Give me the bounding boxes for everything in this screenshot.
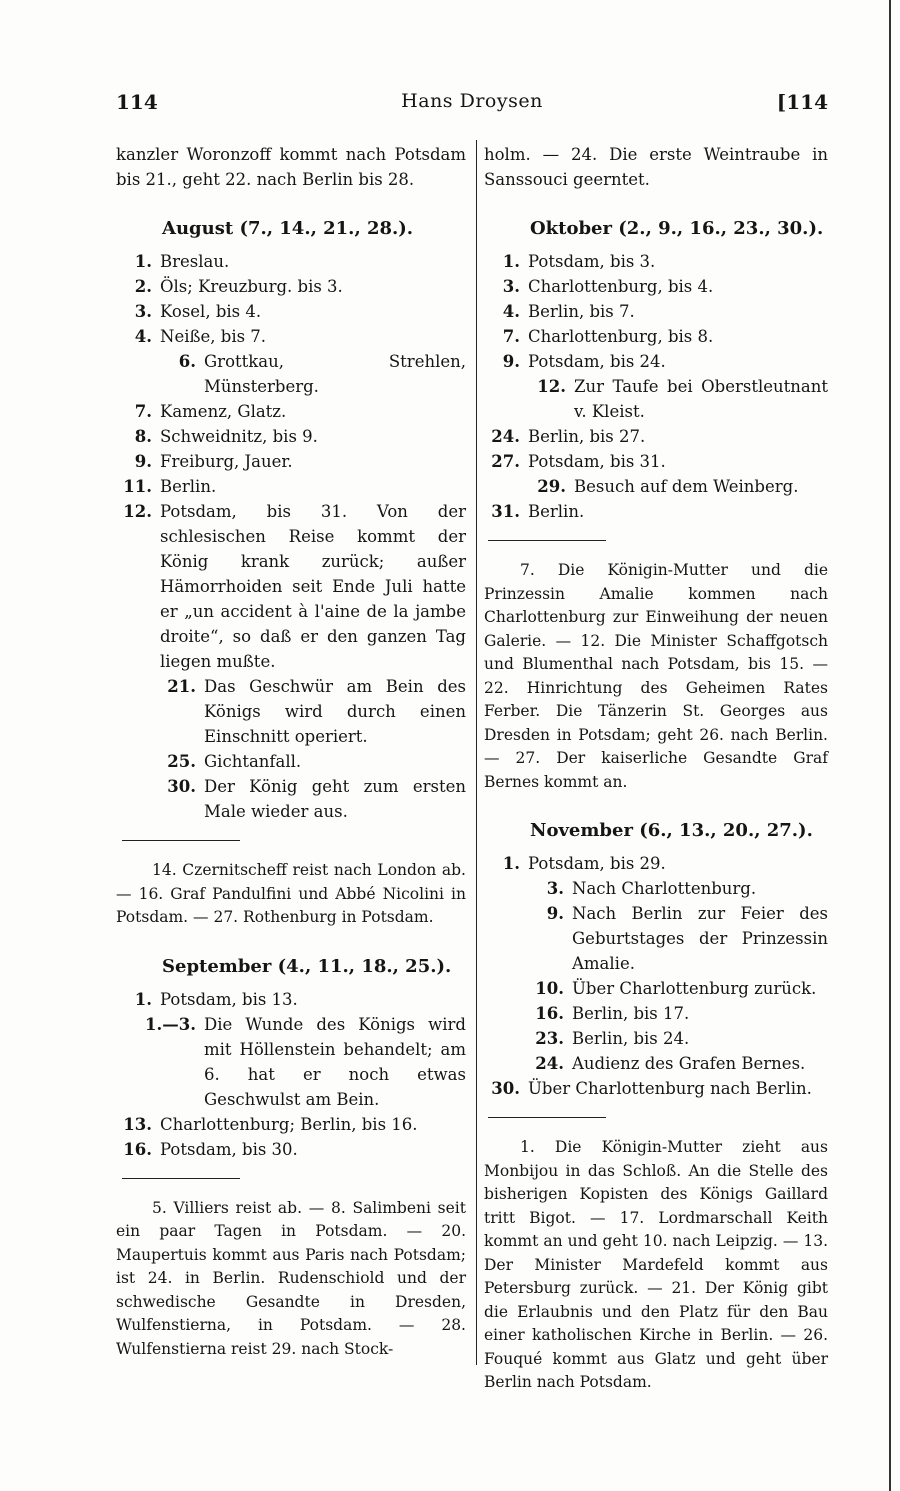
entry-day: 16.: [123, 1139, 152, 1159]
entry-day: 29.: [537, 477, 566, 496]
entry-day: 6.: [178, 352, 196, 371]
itinerary-entry: [484, 851, 828, 876]
entry-day: 10.: [535, 979, 564, 998]
entry-day: 12.: [123, 502, 152, 521]
entry-text: Potsdam, bis 29.: [528, 854, 666, 873]
entry-text: Potsdam, bis 30.: [160, 1139, 298, 1159]
itinerary-subentry: [484, 374, 828, 424]
entry-day: 30.: [491, 1079, 520, 1098]
itinerary-subentry: [116, 1012, 466, 1112]
entry-day: 1.: [502, 252, 520, 271]
left-column: [116, 142, 466, 1361]
entry-text: Schweidnitz, bis 9.: [160, 427, 318, 446]
month-note: 5. Villiers reist ab. — 8. Salimbeni seit ein paar Tagen in Potsdam. — 20. Maupertuis kommt aus Paris nach Potsdam; ist 24. in Berlin. Rudenschiold und der schwedische Gesandte in Dresden, Wulfenstierna, in Potsdam. — 28. Wulfenstierna reist 29. nach Stock-: [116, 1198, 466, 1358]
entry-text: Gichtanfall.: [204, 752, 302, 771]
section-heading-november: November (6., 13., 20., 27.).: [530, 820, 813, 841]
itinerary-entry: [116, 249, 466, 274]
entry-text: Berlin, bis 24.: [572, 1029, 690, 1048]
entry-text: Potsdam, bis 31.: [528, 452, 666, 471]
itinerary-entry: [116, 987, 466, 1012]
entry-text: Die Wunde des Königs wird mit Höllenstein behandelt; am 6. hat er noch etwas Geschwulst am Bein.: [204, 1014, 466, 1109]
itinerary-entry: [484, 274, 828, 299]
itinerary-subentry: [484, 474, 828, 499]
entry-day: 30.: [167, 777, 196, 796]
section-separator: [122, 1178, 240, 1179]
entry-day: 12.: [537, 377, 566, 396]
itinerary-subentry: [116, 674, 466, 749]
entry-day: 23.: [535, 1029, 564, 1048]
intro-paragraph: holm. — 24. Die erste Weintraube in Sanssouci geerntet.: [484, 145, 828, 189]
entry-day: 1.: [502, 854, 520, 873]
entry-text: Charlottenburg, bis 8.: [528, 327, 714, 346]
entry-text: Neiße, bis 7.: [160, 327, 267, 346]
entry-day: 1.: [134, 252, 152, 271]
entry-day: 27.: [491, 452, 520, 471]
entry-day: 2.: [134, 277, 152, 296]
entry-text: Besuch auf dem Weinberg.: [574, 477, 799, 496]
page-edge: [889, 0, 891, 1491]
running-title: Hans Droysen: [401, 90, 543, 112]
entry-text: Das Geschwür am Bein des Königs wird durch einen Einschnitt operiert.: [204, 677, 466, 746]
itinerary-entry: [116, 299, 466, 324]
itinerary-entry: [116, 1137, 466, 1162]
itinerary-entry: [116, 424, 466, 449]
itinerary-subentry: [116, 349, 466, 399]
entry-day: 3.: [134, 302, 152, 321]
entry-text: Kosel, bis 4.: [160, 302, 262, 321]
section-heading-september: September (4., 11., 18., 25.).: [162, 955, 452, 977]
itinerary-entry: [116, 274, 466, 299]
column-divider: [476, 140, 477, 1365]
intro-paragraph: kanzler Woronzoff kommt nach Potsdam bis 21., geht 22. nach Berlin bis 28.: [116, 145, 466, 189]
month-note: 14. Czernitscheff reist nach London ab. — 16. Graf Pandulfini und Abbé Nicolini in Potsdam. — 27. Rothenburg in Potsdam.: [116, 861, 466, 926]
itinerary-entry: [484, 1076, 828, 1101]
entry-text: Freiburg, Jauer.: [160, 452, 293, 471]
entry-day: 16.: [535, 1004, 564, 1023]
entry-day: 24.: [535, 1054, 564, 1073]
entry-text: Berlin, bis 7.: [528, 302, 635, 321]
itinerary-entry: [484, 249, 828, 274]
entry-text: Nach Berlin zur Feier des Geburtstages der Prinzessin Amalie.: [572, 904, 828, 973]
section-separator: [122, 840, 240, 841]
itinerary-subentry: [484, 1051, 828, 1076]
entry-day: 9.: [502, 352, 520, 371]
itinerary-entry: [484, 499, 828, 524]
right-column: [484, 142, 828, 1395]
entry-text: Charlottenburg, bis 4.: [528, 277, 714, 296]
entry-text: Berlin, bis 27.: [528, 427, 646, 446]
entry-day: 13.: [123, 1114, 152, 1134]
itinerary-entry: [116, 1112, 466, 1137]
entry-text: Potsdam, bis 13.: [160, 989, 298, 1009]
entry-text: Über Charlottenburg zurück.: [572, 979, 817, 998]
entry-day: 31.: [491, 502, 520, 521]
itinerary-subentry: [116, 749, 466, 774]
itinerary-subentry: [116, 774, 466, 824]
entry-day: 25.: [167, 752, 196, 771]
section-separator: [488, 540, 606, 541]
itinerary-entry: [484, 449, 828, 474]
entry-text: Potsdam, bis 3.: [528, 252, 656, 271]
entry-text: Zur Taufe bei Oberstleutnant v. Kleist.: [574, 377, 828, 421]
itinerary-entry: [484, 424, 828, 449]
entry-day: 11.: [123, 477, 152, 496]
page-number-left: 114: [116, 90, 158, 114]
entry-text: Berlin, bis 17.: [572, 1004, 690, 1023]
itinerary-entry: [116, 324, 466, 349]
itinerary-entry: [116, 499, 466, 674]
entry-day: 7.: [502, 327, 520, 346]
itinerary-subentry: [484, 876, 828, 901]
entry-day: 3.: [502, 277, 520, 296]
entry-day: 21.: [167, 677, 196, 696]
itinerary-subentry: [484, 1026, 828, 1051]
entry-text: Der König geht zum ersten Male wieder aus.: [204, 777, 466, 821]
itinerary-entry: [116, 474, 466, 499]
entry-text: Grottkau, Strehlen, Münsterberg.: [204, 352, 466, 396]
entry-day: 3.: [546, 879, 564, 898]
month-note: 7. Die Königin-Mutter und die Prinzessin Amalie kommen nach Charlottenburg zur Einweihung der neuen Galerie. — 12. Die Minister Schaffgotsch und Blumenthal nach Potsdam, bis 15. — 22. Hinrichtung des Geheimen Rates Ferber. Die Tänzerin St. Georges aus Dresden in Potsdam; geht 26. nach Berlin. — 27. Der kaiserliche Gesandte Graf Bernes kommt an.: [484, 561, 828, 791]
month-note: 1. Die Königin-Mutter zieht aus Monbijou in das Schloß. An die Stelle des bisherigen Kopisten des Königs Gaillard tritt Bigot. — 17. Lordmarschall Keith kommt an und geht 10. nach Leipzig. — 13. Der Minister Mardefeld kommt aus Petersburg zurück. — 21. Der König gibt die Erlaubnis und den Platz für den Bau einer katholischen Kirche in Berlin. — 26. Fouqué kommt aus Glatz und geht über Berlin nach Potsdam.: [484, 1138, 828, 1391]
entry-day: 9.: [546, 904, 564, 923]
entry-text: Öls; Kreuzburg. bis 3.: [160, 277, 343, 296]
running-header: [116, 90, 828, 122]
itinerary-subentry: [484, 976, 828, 1001]
entry-day: 1.—3.: [145, 1014, 196, 1034]
entry-day: 7.: [134, 402, 152, 421]
section-heading-august: August (7., 14., 21., 28.).: [162, 218, 414, 239]
entry-day: 9.: [134, 452, 152, 471]
itinerary-subentry: [484, 1001, 828, 1026]
section-heading-oktober: Oktober (2., 9., 16., 23., 30.).: [530, 218, 824, 239]
section-separator: [488, 1117, 606, 1118]
entry-text: Charlottenburg; Berlin, bis 16.: [160, 1114, 418, 1134]
itinerary-entry: [116, 399, 466, 424]
entry-text: Berlin.: [528, 502, 585, 521]
itinerary-entry: [484, 299, 828, 324]
itinerary-entry: [484, 349, 828, 374]
entry-day: 24.: [491, 427, 520, 446]
entry-text: Nach Charlottenburg.: [572, 879, 757, 898]
entry-day: 4.: [502, 302, 520, 321]
entry-text: Potsdam, bis 31. Von der schlesischen Reise kommt der König krank zurück; außer Hämorrhoiden seit Ende Juli hatte er „un accident à l'aine de la jambe droite“, so daß er den ganzen Tag liegen mußte.: [160, 502, 466, 671]
itinerary-entry: [116, 449, 466, 474]
entry-day: 8.: [134, 427, 152, 446]
entry-text: Berlin.: [160, 477, 217, 496]
itinerary-subentry: [484, 901, 828, 976]
page-number-right: [114: [776, 90, 828, 114]
entry-text: Kamenz, Glatz.: [160, 402, 287, 421]
entry-day: 4.: [134, 327, 152, 346]
entry-text: Breslau.: [160, 252, 230, 271]
entry-day: 1.: [134, 989, 152, 1009]
itinerary-entry: [484, 324, 828, 349]
entry-text: Über Charlottenburg nach Berlin.: [528, 1079, 812, 1098]
entry-text: Potsdam, bis 24.: [528, 352, 666, 371]
entry-text: Audienz des Grafen Bernes.: [572, 1054, 806, 1073]
